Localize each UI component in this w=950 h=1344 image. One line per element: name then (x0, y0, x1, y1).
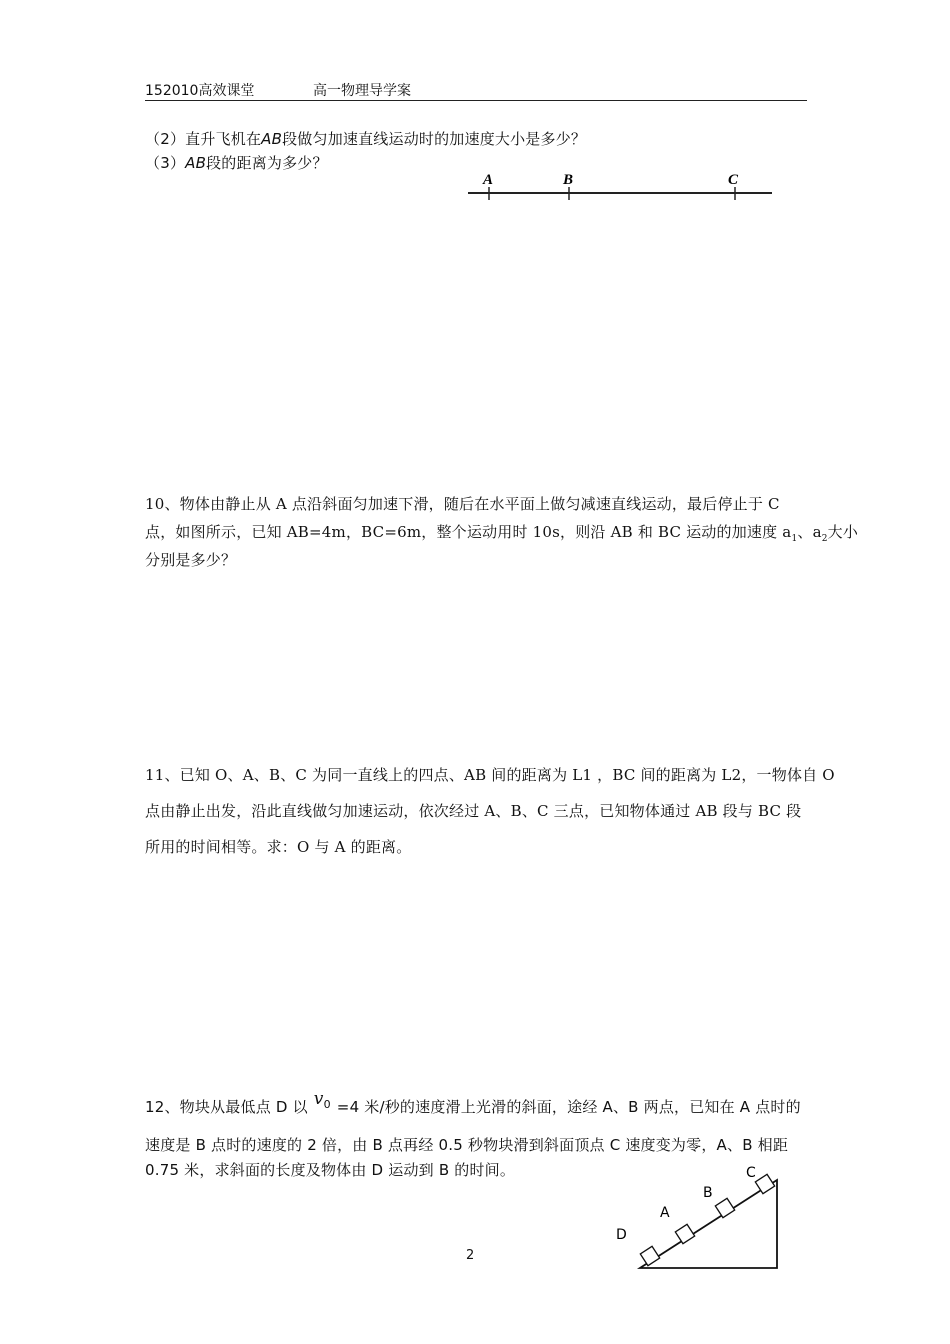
label-b: B (703, 1185, 713, 1201)
q10-line1: 10、物体由静止从 A 点沿斜面匀加速下滑，随后在水平面上做匀减速直线运动，最后停止于 C (145, 495, 780, 513)
block-d (640, 1246, 659, 1265)
q9-part2: （2）直升飞机在AB段做匀加速直线运动时的加速度大小是多少？ (145, 130, 587, 148)
block-b (715, 1198, 734, 1217)
header-subject: 高一物理导学案 (313, 83, 411, 99)
label-a: A (660, 1205, 670, 1221)
header-divider (145, 100, 807, 101)
block-a (675, 1224, 694, 1243)
q9-label-c: C (728, 172, 739, 188)
header-code: 152010高效课堂 (145, 83, 255, 99)
q12-line3: 0.75 米，求斜面的长度及物体由 D 运动到 B 的时间。 (145, 1161, 516, 1179)
label-c: C (746, 1165, 756, 1181)
label-d: D (616, 1227, 627, 1243)
q12-line2: 速度是 B 点时的速度的 2 倍，由 B 点再经 0.5 秒物块滑到斜面顶点 C 速度变为零，A、B 相距 (145, 1136, 789, 1154)
q11-line2: 点由静止出发，沿此直线做匀加速运动，依次经过 A、B、C 三点，已知物体通过 AB 段与 BC 段 (145, 802, 802, 820)
q12-line1: 12、物块从最低点 D 以 $v_0 =4$ 米/秒的速度滑上光滑的斜面，途经 A、B 两点，已知在 A 点时的 (145, 1089, 801, 1116)
q10-line3: 分别是多少？ (145, 551, 237, 569)
page-number: 2 (466, 1248, 475, 1263)
q9-part3: （3）AB段的距离为多少？ (145, 154, 328, 172)
q9-label-a: A (483, 172, 494, 188)
q9-label-b: B (563, 172, 574, 188)
v0-symbol: $v_0$ (313, 1089, 331, 1111)
q9-abc-line-figure (462, 166, 778, 208)
q11-line1: 11、已知 O、A、B、C 为同一直线上的四点、AB 间的距离为 L1 ，BC 间的距离为 L2，一物体自 O (145, 766, 835, 784)
block-c (755, 1174, 774, 1193)
incline-figure (610, 1165, 790, 1275)
q10-line2: 点，如图所示，已知 AB=4m，BC=6m，整个运动用时 10s，则沿 AB 和 BC 运动的加速度 $a_1$、$a_2$大小 (145, 523, 859, 544)
q11-line3: 所用的时间相等。求：O 与 A 的距离。 (145, 838, 412, 856)
